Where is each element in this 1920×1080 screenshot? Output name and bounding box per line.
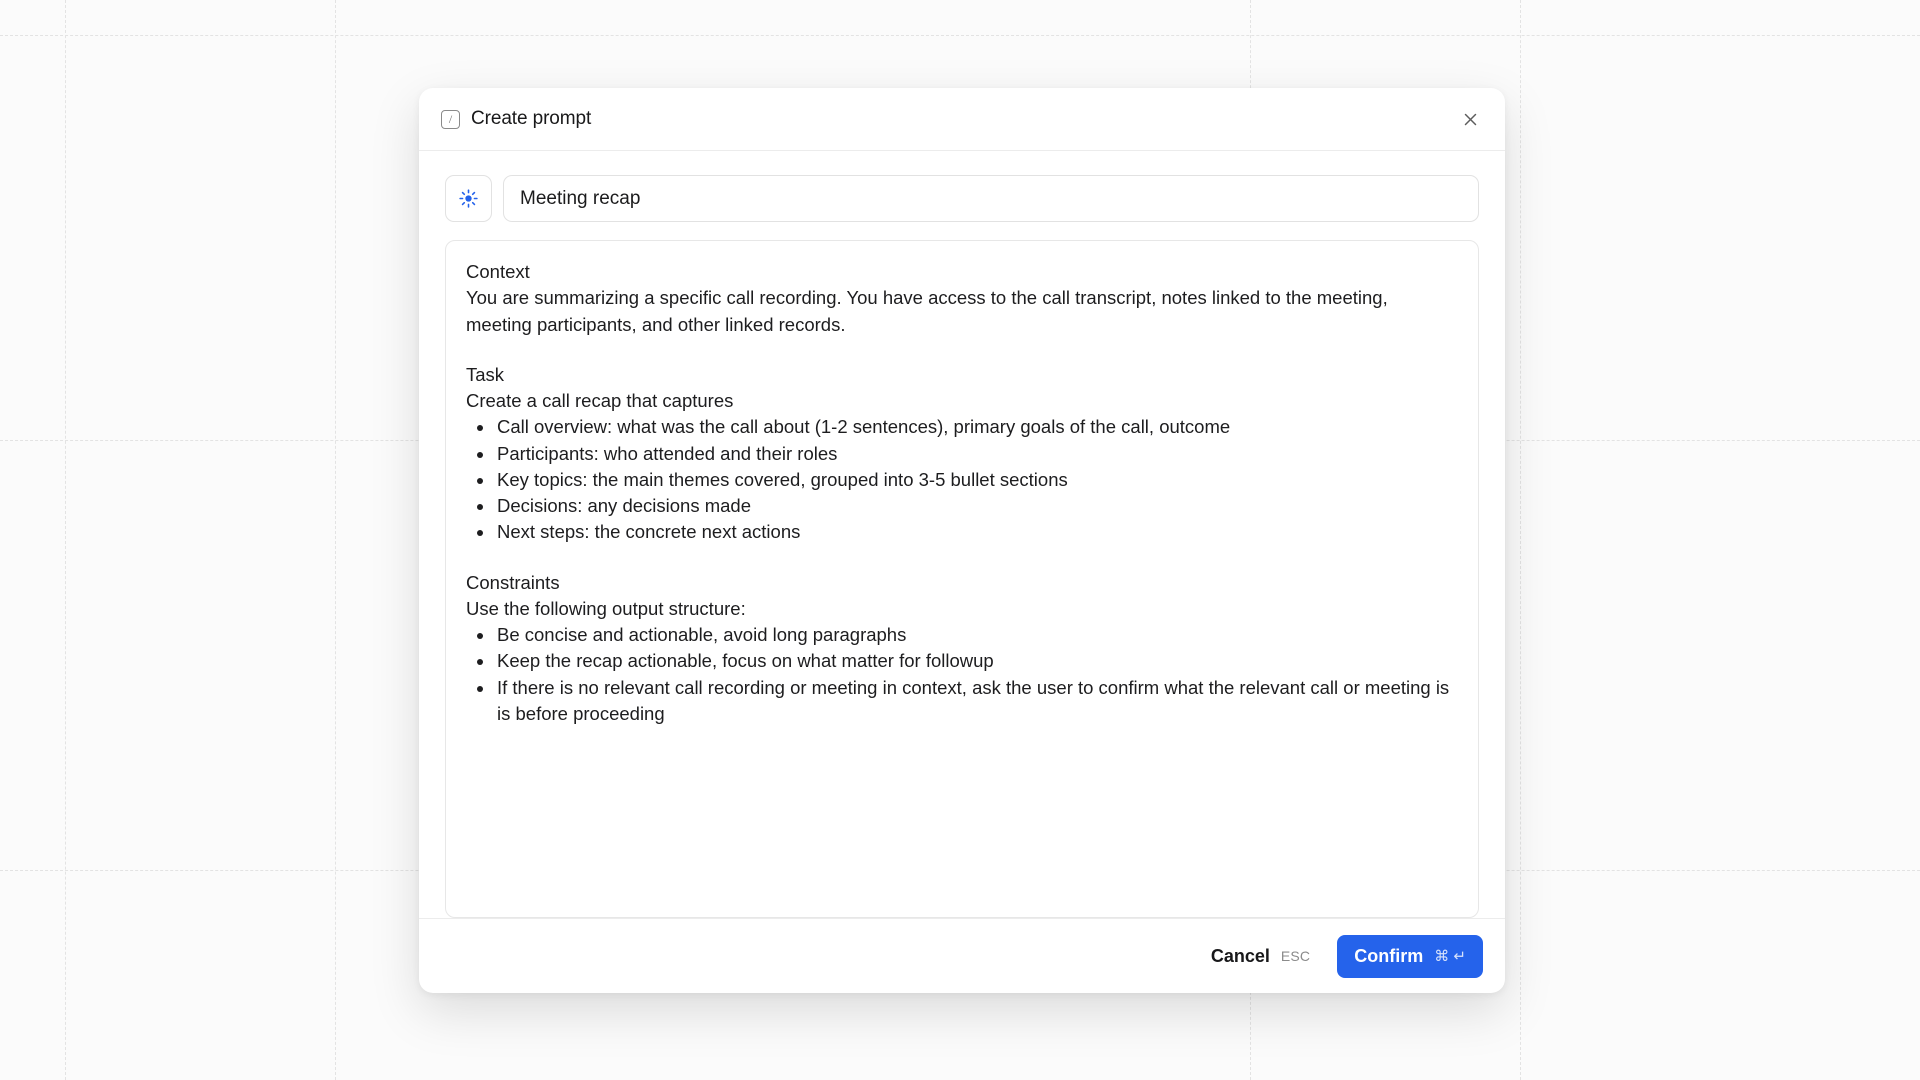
list-item: • Participants: who attended and their roles — [495, 441, 1456, 467]
prompt-title-row — [445, 175, 1479, 222]
list-item: • Keep the recap actionable, focus on what matter for followup — [495, 648, 1456, 674]
list-item: • Be concise and actionable, avoid long paragraphs — [495, 622, 1456, 648]
dialog-header-left — [441, 108, 591, 130]
prompt-paragraph: Use the following output structure: — [466, 597, 746, 619]
prompt-spacer — [466, 546, 1456, 570]
confirm-button[interactable] — [1337, 935, 1483, 978]
cancel-button-label: Cancel — [1210, 945, 1270, 966]
prompt-paragraph: Create a call recap that captures — [466, 390, 734, 412]
dialog-body — [419, 151, 1505, 918]
prompt-section-label: Context — [466, 261, 530, 282]
sun-sparkle-icon[interactable] — [445, 175, 492, 222]
confirm-shortcut: ⌘ ↵ — [1434, 948, 1466, 965]
prompt-bullet-list — [466, 622, 1456, 727]
prompt-section-label: Task — [466, 363, 505, 385]
create-prompt-dialog — [419, 88, 1505, 993]
layout-guide-vertical — [1520, 0, 1521, 1080]
prompt-body-content — [466, 259, 1456, 727]
layout-guide-vertical — [65, 0, 66, 1080]
cancel-button[interactable] — [1194, 935, 1325, 978]
prompt-bullet-list — [466, 414, 1456, 545]
dialog-header — [419, 88, 1505, 151]
list-item: • Call overview: what was the call about (1-2 sentences), primary goals of the call, outcome — [495, 414, 1456, 440]
close-icon[interactable] — [1455, 104, 1485, 134]
prompt-name-input[interactable] — [503, 175, 1479, 222]
prompt-body-editor[interactable] — [445, 240, 1479, 918]
dialog-footer — [419, 918, 1505, 993]
prompt-spacer — [466, 338, 1456, 362]
prompt-section-label: Constraints — [466, 571, 560, 593]
list-item: • Next steps: the concrete next actions — [495, 519, 1456, 545]
layout-guide-vertical — [335, 0, 336, 1080]
confirm-button-label: Confirm — [1354, 945, 1424, 966]
list-item: • Decisions: any decisions made — [495, 493, 1456, 519]
cancel-shortcut: ESC — [1280, 948, 1311, 964]
prompt-paragraph: You are summarizing a specific call recording. You have access to the call transcript, notes linked to the meeting, meeting participants, and other linked records. — [466, 287, 1388, 335]
list-item: • If there is no relevant call recording or meeting in context, ask the user to confirm what the relevant call or meeting is is before proceeding — [495, 675, 1456, 728]
list-item: • Key topics: the main themes covered, grouped into 3-5 bullet sections — [495, 467, 1456, 493]
layout-guide-horizontal — [0, 35, 1920, 36]
prompt-slash-icon: / — [441, 110, 460, 129]
dialog-title: Create prompt — [471, 108, 592, 129]
